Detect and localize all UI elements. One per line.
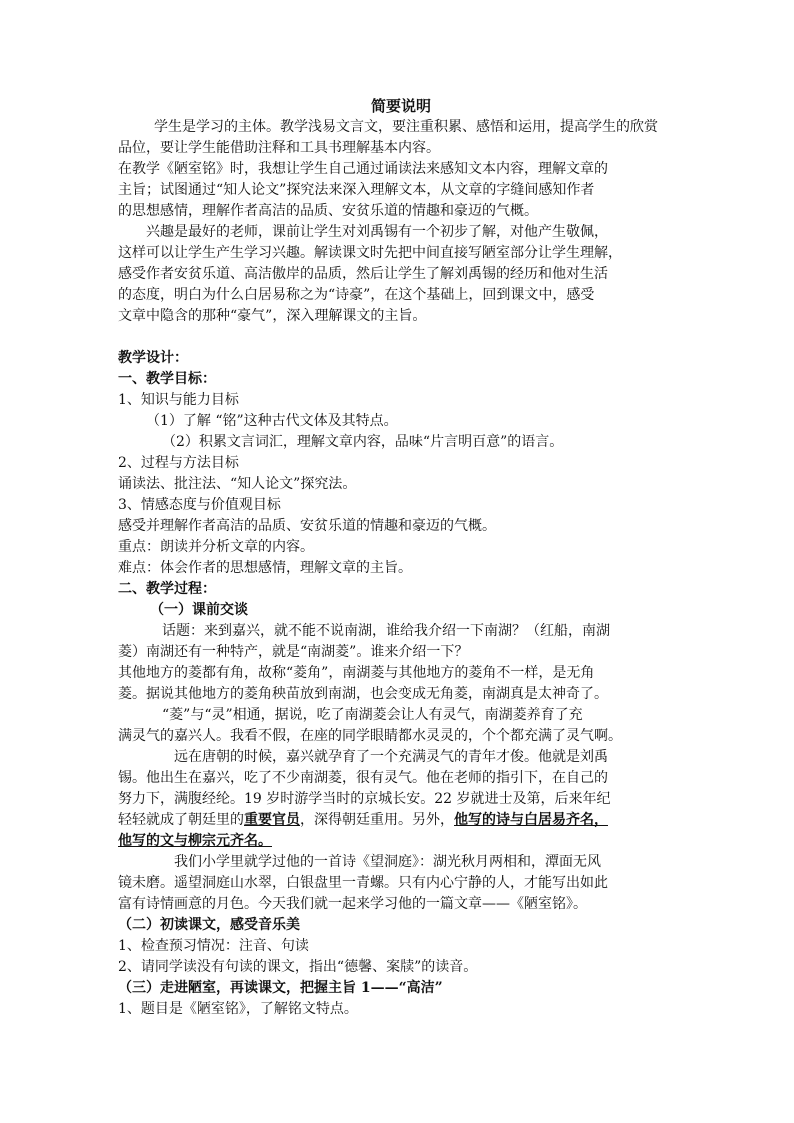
- process-line: 远在唐朝的时候，嘉兴就孕育了一个充满灵气的青年才俊。他就是刘禹: [174, 749, 608, 765]
- intro-line: 感受作者安贫乐道、高洁傲岸的品质，然后让学生了解刘禹锡的经历和他对生活: [118, 266, 608, 282]
- process-line: 我们小学里就学过他的一首诗《望洞庭》：湖光秋月两相和，潭面无风: [174, 854, 601, 870]
- process-line: 努力下，满腹经纶。19 岁时游学当时的京城长安。22 岁就进士及第，后来年纪: [118, 791, 611, 807]
- process-line: “菱”与“灵”相通，据说，吃了南湖菱会让人有灵气，南湖菱养育了充: [162, 707, 583, 723]
- underlined-text: 他写的诗与白居易齐名，: [454, 812, 608, 828]
- goal-item: 1、知识与能力目标: [118, 392, 239, 408]
- section-heading: （三）走进陋室，再读课文，把握主旨 1——“高洁”: [118, 980, 443, 996]
- process-line: 锡。他出生在嘉兴，吃了不少南湖菱，很有灵气。他在老师的指引下，在自己的: [118, 770, 608, 786]
- text-run: 轻轻就成了朝廷里的: [118, 812, 244, 828]
- intro-line: 品位，要让学生能借助注释和工具书理解基本内容。: [118, 140, 440, 156]
- text-run: ，深得朝廷重用。另外，: [300, 812, 454, 828]
- goal-subitem: （1）了解 “铭”这种古代文体及其特点。: [146, 413, 398, 429]
- process-line: 菱。据说其他地方的菱角秧苗放到南湖，也会变成无角菱，南湖真是太神奇了。: [118, 686, 608, 702]
- goal-subitem: （2）积累文言词汇，理解文章内容，品味“片言明百意”的语言。: [162, 434, 564, 450]
- intro-line: 文章中隐含的那种“豪气”，深入理解课文的主旨。: [118, 308, 427, 324]
- document-title: 简要说明: [370, 97, 431, 115]
- section-heading: （二）初读课文，感受音乐美: [118, 917, 300, 933]
- process-line: 满灵气的嘉兴人。我看不假，在座的同学眼睛都水灵灵的，个个都充满了灵气啊。: [118, 728, 622, 744]
- process-line: 菱）南湖还有一种特产，就是“南湖菱”。谁来介绍一下？: [118, 644, 469, 660]
- document-page: [118, 96, 684, 1020]
- intro-line: 学生是学习的主体。教学浅易文言文，要注重积累、感悟和运用，提高学生的欣赏: [154, 119, 658, 135]
- intro-line: 兴趣是最好的老师，课前让学生对刘禹锡有一个初步了解，对他产生敬佩，: [146, 224, 608, 240]
- process-line: 富有诗情画意的月色。今天我们就一起来学习他的一篇文章——《陋室铭》。: [118, 896, 587, 912]
- intro-line: 在教学《陋室铭》时，我想让学生自己通过诵读法来感知文本内容，理解文章的: [118, 161, 608, 177]
- section-item: 1、检查预习情况：注音、句读: [118, 938, 309, 954]
- intro-line: 的思想感情，理解作者高洁的品质、安贫乐道的情趣和豪迈的气概。: [118, 203, 538, 219]
- process-line: 话题：来到嘉兴，就不能不说南湖，谁给我介绍一下南湖？（红船，南湖: [162, 623, 610, 639]
- goal-item: 2、过程与方法目标: [118, 455, 239, 471]
- process-line: [118, 831, 684, 852]
- process-heading: 二、教学过程：: [118, 581, 216, 597]
- section-heading: （一）课前交谈: [150, 602, 248, 618]
- underlined-text: 重要官员: [244, 812, 300, 828]
- spacer: [118, 327, 684, 348]
- section-item: 1、题目是《陋室铭》，了解铭文特点。: [118, 1001, 358, 1017]
- intro-line: 这样可以让学生产生学习兴趣。解读课文时先把中间直接写陋室部分让学生理解，: [118, 245, 622, 261]
- goals-heading: 一、教学目标：: [118, 371, 216, 387]
- goal-detail: 感受并理解作者高洁的品质、安贫乐道的情趣和豪迈的气概。: [118, 518, 496, 534]
- intro-line: 主旨；试图通过“知人论文”探究法来深入理解文本，从文章的字缝间感知作者: [118, 182, 595, 198]
- process-line: [118, 810, 684, 831]
- underlined-text: 他写的文与柳宗元齐名。: [118, 833, 272, 849]
- process-line: 其他地方的菱都有角，故称“菱角”，南湖菱与其他地方的菱角不一样，是无角: [118, 665, 595, 681]
- key-point: 重点：朗读并分析文章的内容。: [118, 539, 314, 555]
- difficult-point: 难点：体会作者的思想感情，理解文章的主旨。: [118, 560, 412, 576]
- process-line: 镜未磨。遥望洞庭山水翠，白银盘里一青螺。只有内心宁静的人，才能写出如此: [118, 875, 608, 891]
- goal-detail: 诵读法、批注法、“知人论文”探究法。: [118, 476, 357, 492]
- intro-line: 的态度，明白为什么白居易称之为“诗豪”，在这个基础上，回到课文中，感受: [118, 287, 595, 303]
- design-heading: 教学设计：: [118, 350, 188, 366]
- section-item: 2、请同学读没有句读的课文，指出“德馨、案牍”的读音。: [118, 959, 478, 975]
- goal-item: 3、情感态度与价值观目标: [118, 497, 281, 513]
